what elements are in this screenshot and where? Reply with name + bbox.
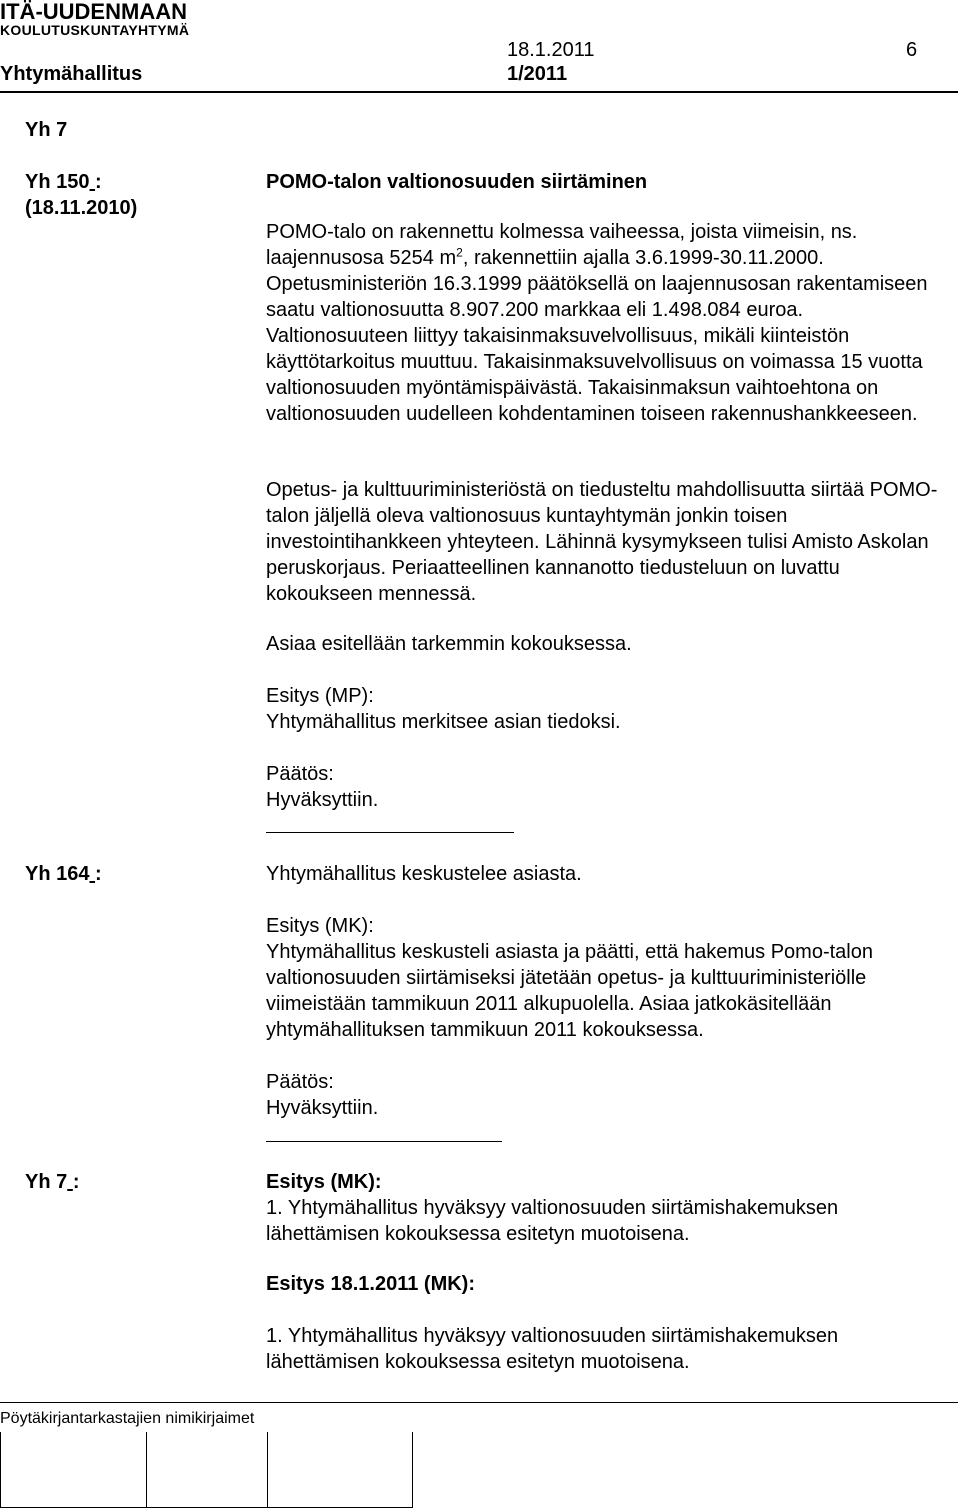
item-label-yh7 xyxy=(25,1169,79,1195)
proposal-label: Esitys (MK): xyxy=(266,1171,382,1193)
label-colon: : xyxy=(95,863,102,885)
item-label-yh150 xyxy=(25,169,102,195)
item-date-yh150: (18.11.2010) xyxy=(25,197,138,219)
signature-box xyxy=(146,1432,268,1508)
item-title: POMO-talon valtionosuuden siirtäminen xyxy=(266,171,648,193)
proposal-text: Yhtymähallitus keskusteli asiasta ja päätti, että hakemus Pomo-talon valtionosuuden siirtämiseksi jätetään opetus- ja kulttuuriministeriölle viimeistään tammikuun 2011 alkupuolella. Asiaa jatkokäsitellään yhtymähallituksen tammikuun 2011 kokouksessa. xyxy=(266,941,873,1041)
proposal-text: 1. Yhtymähallitus hyväksyy valtionosuuden siirtämishakemuksen lähettämisen kokouksessa esitetyn muotoisena. xyxy=(266,1197,839,1245)
organization-subtitle: KOULUTUSKUNTAYHTYMÄ xyxy=(0,22,190,38)
decision-text: Hyväksyttiin. xyxy=(266,789,379,811)
footer-signature-label: Pöytäkirjantarkastajien nimikirjaimet xyxy=(0,1410,255,1427)
paragraph-text: POMO-talo on rakennettu kolmessa vaiheessa, joista viimeisin, ns. laajennusosa 5254 $m^2$, rakennettiin ajalla 3.6.1999-30.11.2000. Opetusministeriön 16.3.1999 päätöksellä on laajennusosan rakentamiseen saatu valtionosuutta 8.907.200 markkaa eli 1.498.084 euroa. Valtionosuuteen liittyy takaisinmaksuvelvollisuus, mikäli kiinteistön käyttötarkoitus muuttuu. Takaisinmaksuvelvollisuus on voimassa 15 vuotta valtionosuuden myöntämispäivästä. Takaisinmaksun vaihtoehtona on valtionosuuden uudelleen kohdentaminen toiseen rakennushankkeeseen. xyxy=(266,221,928,425)
meeting-date: 18.1.2011 xyxy=(507,39,595,61)
signature-box xyxy=(267,1432,413,1508)
paragraph-text: Opetus- ja kulttuuriministeriöstä on tiedusteltu mahdollisuutta siirtää POMO-talon jäljellä oleva valtionosuus kuntayhtymän jonkin toisen investointihankkeen yhteyteen. Lähinnä kysymykseen tulisi Amisto Askolan peruskorjaus. Periaatteellinen kannanotto tiedusteluun on luvattu kokoukseen mennessä. xyxy=(266,479,938,605)
section-signature-line xyxy=(266,1141,502,1142)
superscript: 2 xyxy=(456,245,463,260)
footer-rule xyxy=(0,1402,958,1403)
proposal-label: Esitys 18.1.2011 (MK): xyxy=(266,1273,475,1295)
item-title-yh150 xyxy=(266,169,946,195)
label-colon: : xyxy=(95,171,102,193)
proposal-text: Yhtymähallitus merkitsee asian tiedoksi. xyxy=(266,711,621,733)
paragraph-text: Yhtymähallitus keskustelee asiasta. xyxy=(266,863,582,885)
proposal-text: 1. Yhtymähallitus hyväksyy valtionosuuden siirtämishakemuksen lähettämisen kokouksessa esitetyn muotoisena. xyxy=(266,1325,839,1373)
paragraph-text: Asiaa esitellään tarkemmin kokouksessa. xyxy=(266,633,632,655)
item-number: Yh 7 xyxy=(25,119,68,141)
item-number: Yh 7 xyxy=(25,1171,68,1193)
item-para1-yh150 xyxy=(266,219,946,427)
proposal-label: Esitys (MK): xyxy=(266,915,374,937)
item-heading-yh7 xyxy=(25,117,67,143)
item-number: Yh 164 xyxy=(25,863,90,885)
signature-box xyxy=(0,1432,147,1508)
item-label-yh164 xyxy=(25,861,102,887)
decision-label: Päätös: xyxy=(266,763,334,785)
page-number: 6 xyxy=(906,39,918,61)
label-colon: : xyxy=(72,1171,80,1193)
header-rule xyxy=(0,91,958,93)
organization-name: ITÄ-UUDENMAAN xyxy=(0,0,187,24)
item-number: Yh 150 xyxy=(25,171,90,193)
decision-label: Päätös: xyxy=(266,1071,334,1093)
governing-body: Yhtymähallitus xyxy=(0,63,143,85)
meeting-issue: 1/2011 xyxy=(507,63,568,85)
section-signature-line xyxy=(266,832,514,833)
decision-text: Hyväksyttiin. xyxy=(266,1097,379,1119)
proposal-label: Esitys (MP): xyxy=(266,685,374,707)
